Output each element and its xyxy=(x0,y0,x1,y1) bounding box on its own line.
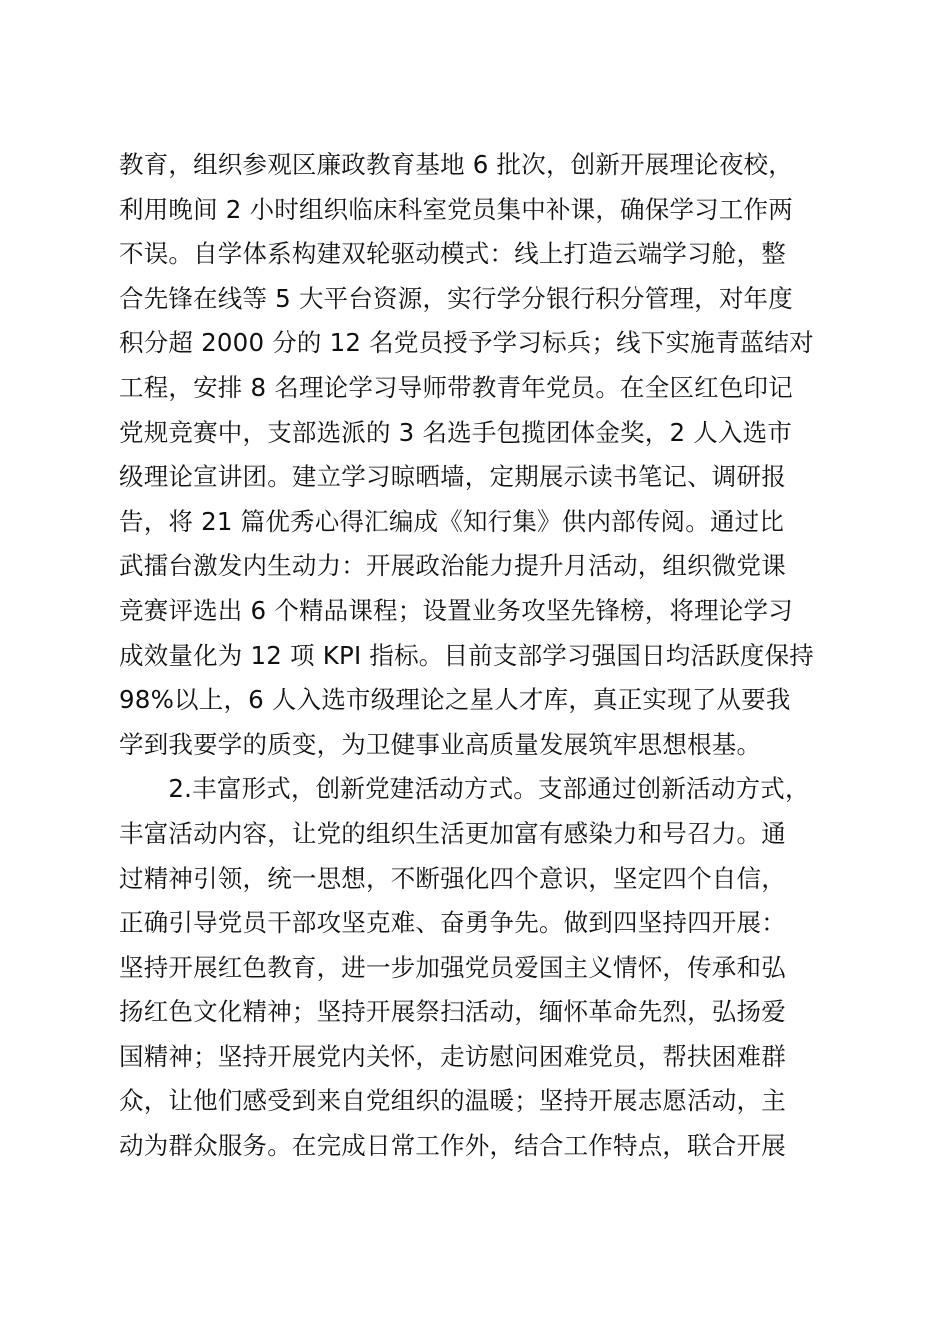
text-line: 级理论宣讲团。建立学习晾晒墙，定期展示读书笔记、调研报 xyxy=(119,462,786,492)
text-line: 武擂台激发内生动力：开展政治能力提升月活动，组织微党课 xyxy=(119,551,786,581)
text-line: 合先锋在线等 5 大平台资源，实行学分银行积分管理，对年度 xyxy=(119,283,793,313)
section-heading-line: 2.丰富形式，创新党建活动方式。支部通过创新活动方式， xyxy=(119,774,810,804)
text-line: 过精神引领，统一思想，不断强化四个意识，坚定四个自信， xyxy=(119,863,786,893)
text-line: 众，让他们感受到来自党组织的温暖；坚持开展志愿活动，主 xyxy=(119,1086,786,1116)
text-line: 丰富活动内容，让党的组织生活更加富有感染力和号召力。通 xyxy=(119,818,786,848)
text-line: 正确引导党员干部攻坚克难、奋勇争先。做到四坚持四开展： xyxy=(119,908,786,938)
body-text xyxy=(119,143,839,1169)
text-line: 不误。自学体系构建双轮驱动模式：线上打造云端学习舱，整 xyxy=(119,239,786,269)
text-line: 动为群众服务。在完成日常工作外，结合工作特点，联合开展 xyxy=(119,1131,786,1161)
text-line: 党规竞赛中，支部选派的 3 名选手包揽团体金奖，2 人入选市 xyxy=(119,417,793,447)
text-line: 扬红色文化精神；坚持开展祭扫活动，缅怀革命先烈，弘扬爱 xyxy=(119,997,786,1027)
text-line: 竞赛评选出 6 个精品课程；设置业务攻坚先锋榜，将理论学习 xyxy=(119,595,793,625)
text-line: 工程，安排 8 名理论学习导师带教青年党员。在全区红色印记 xyxy=(119,372,793,402)
text-line: 坚持开展红色教育，进一步加强党员爱国主义情怀，传承和弘 xyxy=(119,952,786,982)
text-line: 学到我要学的质变，为卫健事业高质量发展筑牢思想根基。 xyxy=(119,729,762,759)
text-line: 教育，组织参观区廉政教育基地 6 批次，创新开展理论夜校， xyxy=(119,150,793,179)
text-line: 98%以上，6 人入选市级理论之星人才库，真正实现了从要我 xyxy=(119,685,791,715)
text-line: 告，将 21 篇优秀心得汇编成《知行集》供内部传阅。通过比 xyxy=(119,506,785,536)
text-line: 积分超 2000 分的 12 名党员授予学习标兵；线下实施青蓝结对 xyxy=(119,328,814,358)
text-line: 成效量化为 12 项 KPI 指标。目前支部学习强国日均活跃度保持 xyxy=(119,640,814,670)
text-line: 国精神；坚持开展党内关怀，走访慰问困难党员，帮扶困难群 xyxy=(119,1041,786,1071)
text-line: 利用晚间 2 小时组织临床科室党员集中补课，确保学习工作两 xyxy=(119,194,793,224)
